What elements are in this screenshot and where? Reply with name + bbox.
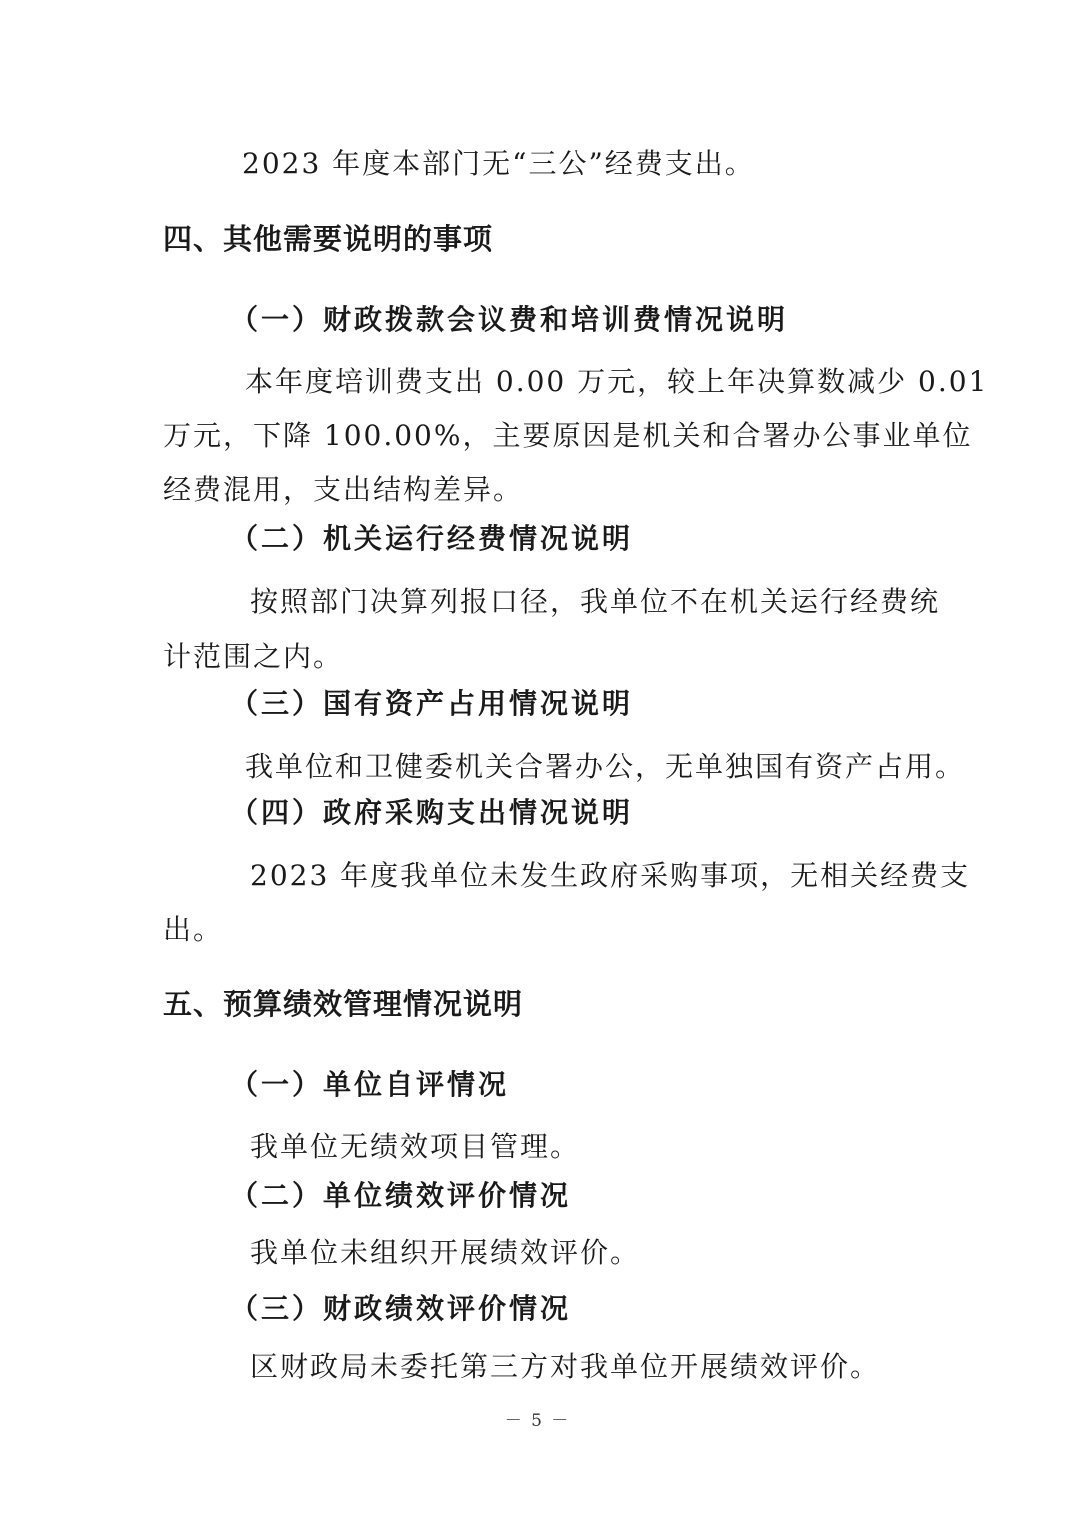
section-4-3-line-1: 我单位和卫健委机关合署办公，无单独国有资产占用。 (245, 750, 966, 783)
section-5-3-line-1: 区财政局未委托第三方对我单位开展绩效评价。 (250, 1350, 881, 1383)
section-4-1-line-3: 经费混用，支出结构差异。 (163, 473, 524, 506)
section-5-1-heading: （一）单位自评情况 (230, 1068, 510, 1101)
section-5-2-line-1: 我单位未组织开展绩效评价。 (250, 1236, 641, 1269)
section-4-2-line-2: 计范围之内。 (163, 640, 344, 673)
section-4-1-line-1: 本年度培训费支出 0.00 万元，较上年决算数减少 0.01 (245, 365, 989, 398)
section-4-heading: 四、其他需要说明的事项 (163, 222, 494, 256)
section-5-heading: 五、预算绩效管理情况说明 (163, 987, 524, 1021)
section-4-4-line-1: 2023 年度我单位未发生政府采购事项，无相关经费支 (250, 859, 971, 892)
section-4-2-line-1: 按照部门决算列报口径，我单位不在机关运行经费统 (250, 585, 941, 618)
section-4-1-heading: （一）财政拨款会议费和培训费情况说明 (230, 303, 789, 336)
section-5-1-line-1: 我单位无绩效项目管理。 (250, 1130, 581, 1163)
section-4-1-line-2: 万元，下降 100.00%，主要原因是机关和合署办公事业单位 (163, 419, 973, 452)
section-4-4-line-2: 出。 (163, 913, 224, 946)
page-number: － 5 － (504, 1411, 571, 1431)
section-4-4-heading: （四）政府采购支出情况说明 (230, 796, 634, 829)
section-5-2-heading: （二）单位绩效评价情况 (230, 1179, 572, 1212)
section-4-2-heading: （二）机关运行经费情况说明 (230, 522, 634, 555)
section-4-3-heading: （三）国有资产占用情况说明 (230, 687, 634, 720)
section-5-3-heading: （三）财政绩效评价情况 (230, 1292, 572, 1325)
intro-paragraph: 2023 年度本部门无“三公”经费支出。 (242, 147, 755, 180)
